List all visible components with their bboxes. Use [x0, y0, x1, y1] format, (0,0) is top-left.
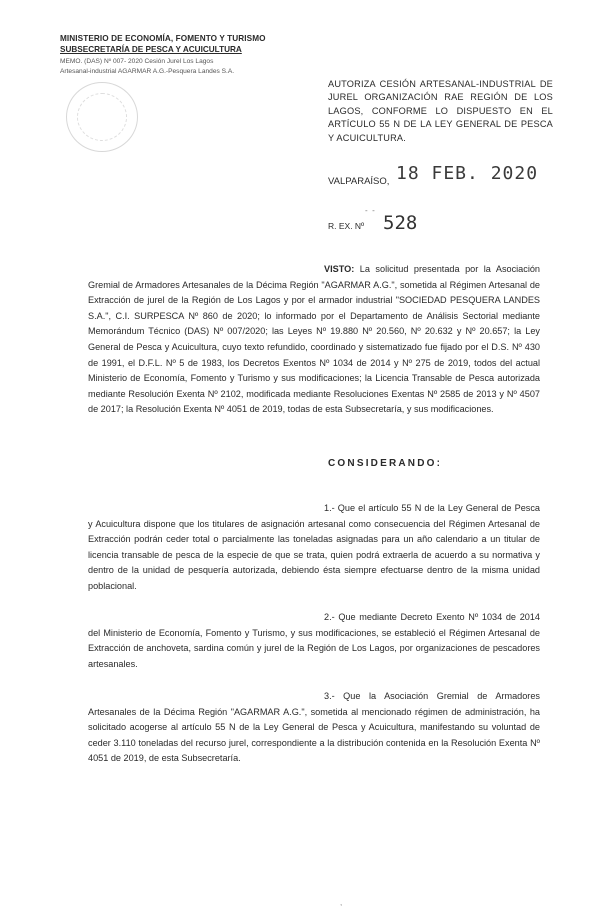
visto-text: La solicitud presentada por la Asociación Gremial de Armadores Artesanales de la Décima Región "AGARMAR A.G.", sometida al Régimen Artesanal de Extracción de jurel de la Región de Los Lagos y por el armador industrial "SOCIEDAD PESQUERA LANDES S.A.", C.I. SURPESCA Nº 860 de 2020; lo informado por el Departamento de Análisis Sectorial mediante Memorándum Técnico (DAS) Nº 007/2020; las Leyes Nº 19.880 Nº 20.560, Nº 20.632 y Nº 20.657; la Ley General de Pesca y Acuicultura, cuyo texto refundido, coordinado y sistematizado fue fijado por el D.S. Nº 430 de 1991, el D.F.L. Nº 5 de 1983, los Decretos Exentos Nº 1034 de 2014 y Nº 275 de 2019, todos del actual Ministerio de Economía, Fomento y Turismo y sus modificaciones; la Licencia Transable de Pesca autorizada mediante Resolución Exenta Nº 2102, modificada mediante Resoluciones Exentas Nº 2585 de 2013 y Nº 4507 de 2017; la Resolución Exenta Nº 4051 de 2019, todas de esta Subsecretaría, y sus modificaciones.	[88, 264, 540, 415]
date-stamp: 18 FEB. 2020	[396, 163, 539, 184]
rex-label: R. EX. Nº	[328, 221, 365, 231]
considerando-1-text: 1.- Que el artículo 55 N de la Ley General de Pesca y Acuicultura dispone que los titulares de asignación artesanal como consecuencia del Régimen Artesanal de Extracción podrán ceder total o parcialmente las toneladas asignadas para un año calendario a un titular de licencia transable de pesca de la especie de que se trata, quien podrá extraerla de acuerdo a su normativa y dentro de la unidad de pesquería autorizada, debiendo ésta siempre efectuarse dentro de la misma unidad poblacional.	[88, 503, 540, 591]
visto-section	[88, 262, 540, 418]
place-label: VALPARAÍSO,	[328, 176, 390, 187]
visto-label: VISTO:	[324, 264, 355, 274]
considerando-3	[88, 689, 540, 767]
page-footer-mark: ,	[340, 898, 343, 907]
header-ministry: MINISTERIO DE ECONOMÍA, FOMENTO Y TURISMO	[60, 34, 266, 43]
header-ref-parties: Artesanal-industrial AGARMAR A.G.-Pesquera Landes S.A.	[60, 68, 235, 75]
header-ref-memo: MEMO. (DAS) Nº 007- 2020 Cesión Jurel Los Lagos	[60, 58, 214, 65]
rex-number: 528	[383, 212, 418, 234]
considerando-1	[88, 501, 540, 595]
seal-inner-ring	[77, 93, 127, 141]
considerando-3-text: 3.- Que la Asociación Gremial de Armadores Artesanales de la Décima Región "AGARMAR A.G.", sometida al mencionado régimen de administración, ha solicitado acogerse al artículo 55 N de la Ley General de Pesca y Acuicultura, manifestando su voluntad de ceder 3.110 toneladas del recurso jurel, correspondiente a la distribución contenida en la Resolución Exenta Nº 4051 de 2019, de esta Subsecretaría.	[88, 691, 540, 764]
considerando-2-text: 2.- Que mediante Decreto Exento Nº 1034 de 2014 del Ministerio de Economía, Fomento y Turismo, y sus modificaciones, se estableció el Régimen Artesanal de Extracción de anchoveta, sardina común y jurel de la Región de Los Lagos, por organizaciones de pescadores artesanales.	[88, 612, 540, 669]
considerando-2	[88, 610, 540, 672]
official-seal-stamp	[66, 82, 138, 152]
rex-dash-mark: - -	[365, 206, 375, 215]
resolution-title: AUTORIZA CESIÓN ARTESANAL-INDUSTRIAL DE JUREL ORGANIZACIÓN RAE REGIÓN DE LOS LAGOS, CONFORME LO DISPUESTO EN EL ARTÍCULO 55 N DE LA LEY GENERAL DE PESCA Y ACUICULTURA.	[328, 79, 553, 143]
considerando-heading: CONSIDERANDO:	[328, 458, 443, 469]
header-subsecretaria: SUBSECRETARÍA DE PESCA Y ACUICULTURA	[60, 45, 242, 54]
